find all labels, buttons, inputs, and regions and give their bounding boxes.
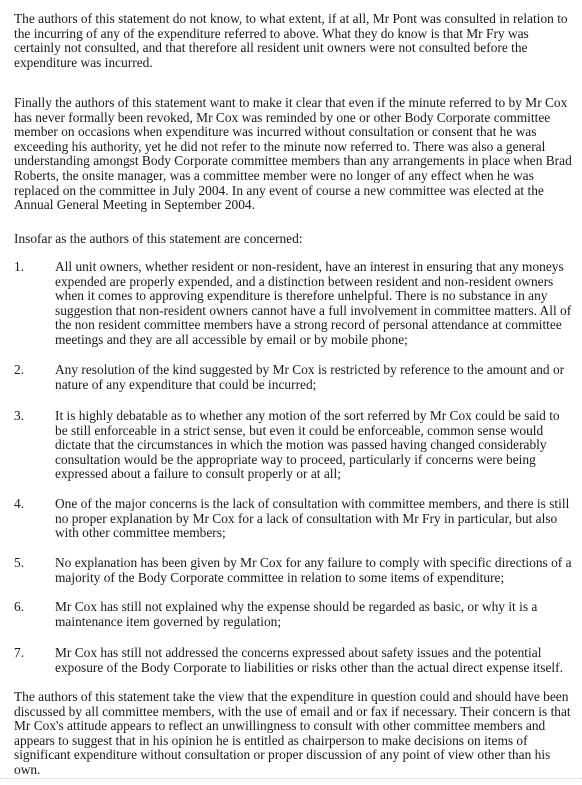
list-item-text: It is highly debatable as to whether any motion of the sort referred by Mr Cox could be said to be still enforceable in a strict sense, but even it could be enforceable, common sense would dictate that the circumstances in which the motion was passed having changed considerably consultation would be the appropriate way to proceed, particularly if concerns were being expressed about a failure to consult properly or at all; (55, 408, 560, 482)
list-item-number: 1. (14, 259, 25, 274)
list-item-text: Mr Cox has still not addressed the concerns expressed about safety issues and the potential exposure of the Body Corporate to liabilities or risks other than the actual direct expense itself. (55, 645, 563, 675)
list-item-number: 2. (14, 362, 25, 377)
scan-edge-divider (0, 778, 582, 780)
list-item-text: No explanation has been given by Mr Cox for any failure to comply with specific directions of a majority of the Body Corporate committee in relation to some items of expenditure; (55, 555, 572, 585)
paragraph-insofar: Insofar as the authors of this statement are concerned: (14, 231, 303, 246)
list-item-text: All unit owners, whether resident or non-resident, have an interest in ensuring that any moneys expended are properly expended, and a distinction between resident and non-resident owners when it comes to approving expenditure is therefore unhelpful. There is no substance in any suggestion that non-resident owners cannot have a full involvement in committee matters. All of the non resident committee members have a strong record of personal attendance at committee meetings and they are all accessible by email or by mobile phone; (55, 259, 572, 347)
list-item-text: One of the major concerns is the lack of consultation with committee members, and there is still no proper explanation by Mr Cox for a lack of consultation with Mr Fry in particular, but also with other committee members; (55, 496, 570, 541)
list-item-text: Mr Cox has still not explained why the expense should be regarded as basic, or why it is a maintenance item governed by regulation; (55, 599, 538, 629)
paragraph-consultation: The authors of this statement do not know, to what extent, if at all, Mr Pont was consulted in relation to the incurring of any of the expenditure referred to above. What they do know is that Mr Fry was certainly not consulted, and that therefore all resident unit owners were not consulted before the expenditure was incurred. (14, 11, 568, 70)
list-item-number: 4. (14, 496, 25, 511)
paragraph-conclusion: The authors of this statement take the view that the expenditure in question could and should have been discussed by all committee members, with the use of email and or fax if necessary. Their concern is that Mr Cox's attitude appears to reflect an unwillingness to consult with other committee members and appears to suggest that in his opinion he is entitled as chairperson to make decisions on items of significant expenditure without consultation or proper discussion of any point of view other than his own. (14, 689, 571, 777)
list-item-number: 3. (14, 408, 25, 423)
paragraph-minute: Finally the authors of this statement want to make it clear that even if the minute referred to by Mr Cox has never formally been revoked, Mr Cox was reminded by one or other Body Corporate committee member on occasions when expenditure was incurred without consultation or consent that he was exceeding his authority, yet he did not refer to the minute now referred to. There was also a general understanding amongst Body Corporate committee members than any arrangements in place when Brad Roberts, the onsite manager, was a committee member were no longer of any effect when he was replaced on the committee in July 2004. In any event of course a new committee was elected at the Annual General Meeting in September 2004. (14, 95, 572, 213)
list-item-number: 6. (14, 599, 25, 614)
list-item-text: Any resolution of the kind suggested by Mr Cox is restricted by reference to the amount and or nature of any expenditure that could be incurred; (55, 362, 565, 392)
list-item-number: 7. (14, 645, 25, 660)
list-item-number: 5. (14, 555, 25, 570)
